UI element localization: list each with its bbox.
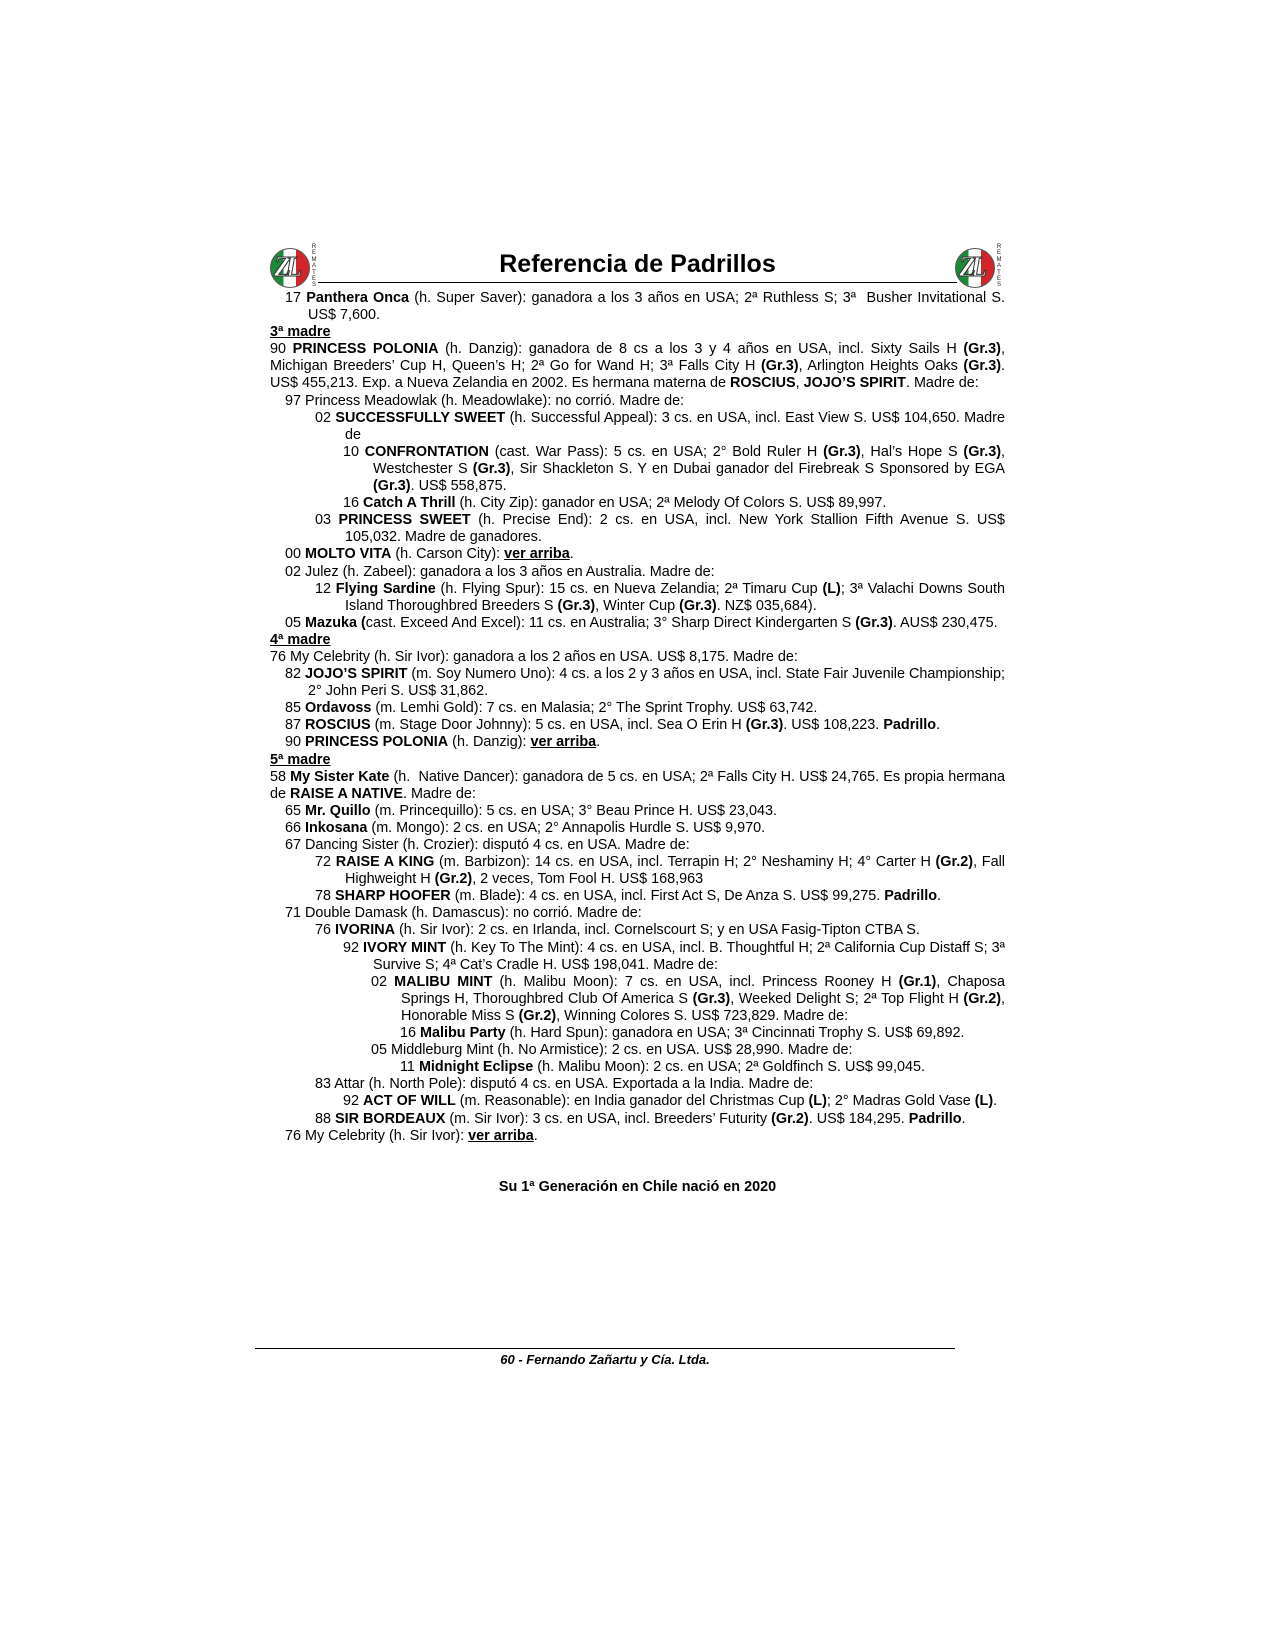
page-footer: 60 - Fernando Zañartu y Cía. Ltda. — [500, 1352, 710, 1367]
pedigree-entry: 85 Ordavoss (m. Lemhi Gold): 7 cs. en Malasia; 2° The Sprint Trophy. US$ 63,742. — [285, 700, 818, 717]
pedigree-entry: 76 My Celebrity (h. Sir Ivor): ver arriba. — [285, 1127, 538, 1144]
section-heading: 4ª madre — [270, 631, 331, 648]
pedigree-entry: 76 My Celebrity (h. Sir Ivor): ganadora a los 2 años en USA. US$ 8,175. Madre de: — [270, 648, 798, 665]
pedigree-entry: 10 CONFRONTATION (cast. War Pass): 5 cs. en USA; 2° Bold Ruler H (Gr.3), Hal’s Hope S (Gr.3), Westchester S (Gr.3), Sir Shackleton S. Y en Dubai ganador del Firebreak S Sponsored by EGA (Gr.3). US$ 558,875. — [343, 443, 1006, 495]
pedigree-entry: 78 SHARP HOOFER (m. Blade): 4 cs. en USA, incl. First Act S, De Anza S. US$ 99,275. Padrillo. — [315, 888, 941, 905]
company-logo-right: ZL R E M A T E S — [955, 244, 1005, 288]
pedigree-entry: 66 Inkosana (m. Mongo): 2 cs. en USA; 2° Annapolis Hurdle S. US$ 9,970. — [285, 819, 766, 836]
pedigree-entry: 03 PRINCESS SWEET (h. Precise End): 2 cs. en USA, incl. New York Stallion Fifth Avenue S. US$ 105,032. Madre de ganadores. — [315, 512, 1005, 546]
pedigree-entry: 58 My Sister Kate (h. Native Dancer): ganadora de 5 cs. en USA; 2ª Falls City H. US$ 24,765. Es propia hermana de RAISE A NATIVE. Madre de: — [270, 768, 1005, 802]
page-header — [270, 244, 1005, 290]
pedigree-entry: 17 Panthera Onca (h. Super Saver): ganadora a los 3 años en USA; 2ª Ruthless S; 3ª Busher Invitational S. US$ 7,600. — [285, 290, 1005, 324]
pedigree-entry: 05 Middleburg Mint (h. No Armistice): 2 cs. en USA. US$ 28,990. Madre de: — [371, 1042, 853, 1059]
pedigree-entry: 02 SUCCESSFULLY SWEET (h. Successful Appeal): 3 cs. en USA, incl. East View S. US$ 104,650. Madre de — [315, 409, 1005, 443]
pedigree-entry: 65 Mr. Quillo (m. Princequillo): 5 cs. en USA; 3° Beau Prince H. US$ 23,043. — [285, 802, 778, 819]
pedigree-entry: 71 Double Damask (h. Damascus): no corrió. Madre de: — [285, 905, 642, 922]
section-heading: 5ª madre — [270, 751, 331, 768]
section-heading: 3ª madre — [270, 324, 331, 341]
pedigree-entry: 00 MOLTO VITA (h. Carson City): ver arriba. — [285, 546, 574, 563]
pedigree-entry: 76 IVORINA (h. Sir Ivor): 2 cs. en Irlanda, incl. Cornelscourt S; y en USA Fasig-Tipton CTBA S. — [315, 922, 920, 939]
generation-note: Su 1ª Generación en Chile nació en 2020 — [498, 1178, 777, 1195]
pedigree-entry: 88 SIR BORDEAUX (m. Sir Ivor): 3 cs. en USA, incl. Breeders’ Futurity (Gr.2). US$ 184,295. Padrillo. — [315, 1110, 966, 1127]
pedigree-entry: 97 Princess Meadowlak (h. Meadowlake): no corrió. Madre de: — [285, 392, 685, 409]
logo-side-text: R E M A T E S — [996, 244, 1002, 289]
pedigree-entry: 92 IVORY MINT (h. Key To The Mint): 4 cs. en USA, incl. B. Thoughtful H; 2ª California Cup Distaff S; 3ª Survive S; 4ª Cat’s Cradle H. US$ 198,041. Madre de: — [343, 939, 1005, 973]
page — [270, 244, 1005, 1195]
page-title: Referencia de Padrillos — [499, 250, 776, 278]
logo-side-text: R E M A T E S — [311, 244, 317, 289]
pedigree-entry: 02 MALIBU MINT (h. Malibu Moon): 7 cs. en USA, incl. Princess Rooney H (Gr.1), Chaposa Springs H, Thoroughbred Club Of America S (Gr.3), Weeked Delight S; 2ª Top Flight H (Gr.2), Honorable Miss S (Gr.2), Winning Colores S. US$ 723,829. Madre de: — [371, 973, 1005, 1024]
pedigree-content — [270, 290, 1005, 1145]
pedigree-entry: 72 RAISE A KING (m. Barbizon): 14 cs. en USA, incl. Terrapin H; 2° Neshaminy H; 4° Carter H (Gr.2), Fall Highweight H (Gr.2), 2 veces, Tom Fool H. US$ 168,963 — [315, 854, 1005, 888]
footer-divider — [255, 1348, 955, 1349]
pedigree-entry: 82 JOJO’S SPIRIT (m. Soy Numero Uno): 4 cs. a los 2 y 3 años en USA, incl. State Fair Juvenile Championship; 2° John Peri S. US$ 31,862. — [285, 666, 1005, 700]
pedigree-entry: 83 Attar (h. North Pole): disputó 4 cs. en USA. Exportada a la India. Madre de: — [315, 1076, 814, 1093]
pedigree-entry: 05 Mazuka (cast. Exceed And Excel): 11 cs. en Australia; 3° Sharp Direct Kindergarten S (Gr.3). AUS$ 230,475. — [285, 614, 998, 631]
header-divider — [318, 282, 957, 283]
pedigree-entry: 90 PRINCESS POLONIA (h. Danzig): ver arriba. — [285, 734, 601, 751]
pedigree-entry: 67 Dancing Sister (h. Crozier): disputó 4 cs. en USA. Madre de: — [285, 837, 690, 853]
pedigree-entry: 12 Flying Sardine (h. Flying Spur): 15 cs. en Nueva Zelandia; 2ª Timaru Cup (L); 3ª Valachi Downs South Island Thoroughbred Breeders S (Gr.3), Winter Cup (Gr.3). NZ$ 035,684). — [315, 580, 1005, 614]
pedigree-entry: 90 PRINCESS POLONIA (h. Danzig): ganadora de 8 cs a los 3 y 4 años en USA, incl. Sixty Sails H (Gr.3), Michigan Breeders’ Cup H, Queen’s H; 2ª Go for Wand H; 3ª Falls City H (Gr.3), Arlington Heights Oaks (Gr.3). US$ 455,213. Exp. a Nueva Zelandia en 2002. Es hermana materna de ROSCIUS, JOJO’S SPIRIT. Madre de: — [270, 341, 1006, 392]
company-logo-left: ZL R E M A T E S — [270, 244, 320, 288]
pedigree-entry: 11 Midnight Eclipse (h. Malibu Moon): 2 cs. en USA; 2ª Goldfinch S. US$ 99,045. — [400, 1059, 925, 1076]
pedigree-entry: 87 ROSCIUS (m. Stage Door Johnny): 5 cs. en USA, incl. Sea O Erin H (Gr.3). US$ 108,223. Padrillo. — [285, 717, 941, 734]
pedigree-entry: 16 Catch A Thrill (h. City Zip): ganador en USA; 2ª Melody Of Colors S. US$ 89,997. — [343, 495, 887, 512]
pedigree-entry: 02 Julez (h. Zabeel): ganadora a los 3 años en Australia. Madre de: — [285, 563, 715, 580]
pedigree-entry: 92 ACT OF WILL (m. Reasonable): en India ganador del Christmas Cup (L); 2° Madras Gold Vase (L). — [343, 1093, 998, 1110]
pedigree-entry: 16 Malibu Party (h. Hard Spun): ganadora en USA; 3ª Cincinnati Trophy S. US$ 69,892. — [400, 1025, 965, 1042]
